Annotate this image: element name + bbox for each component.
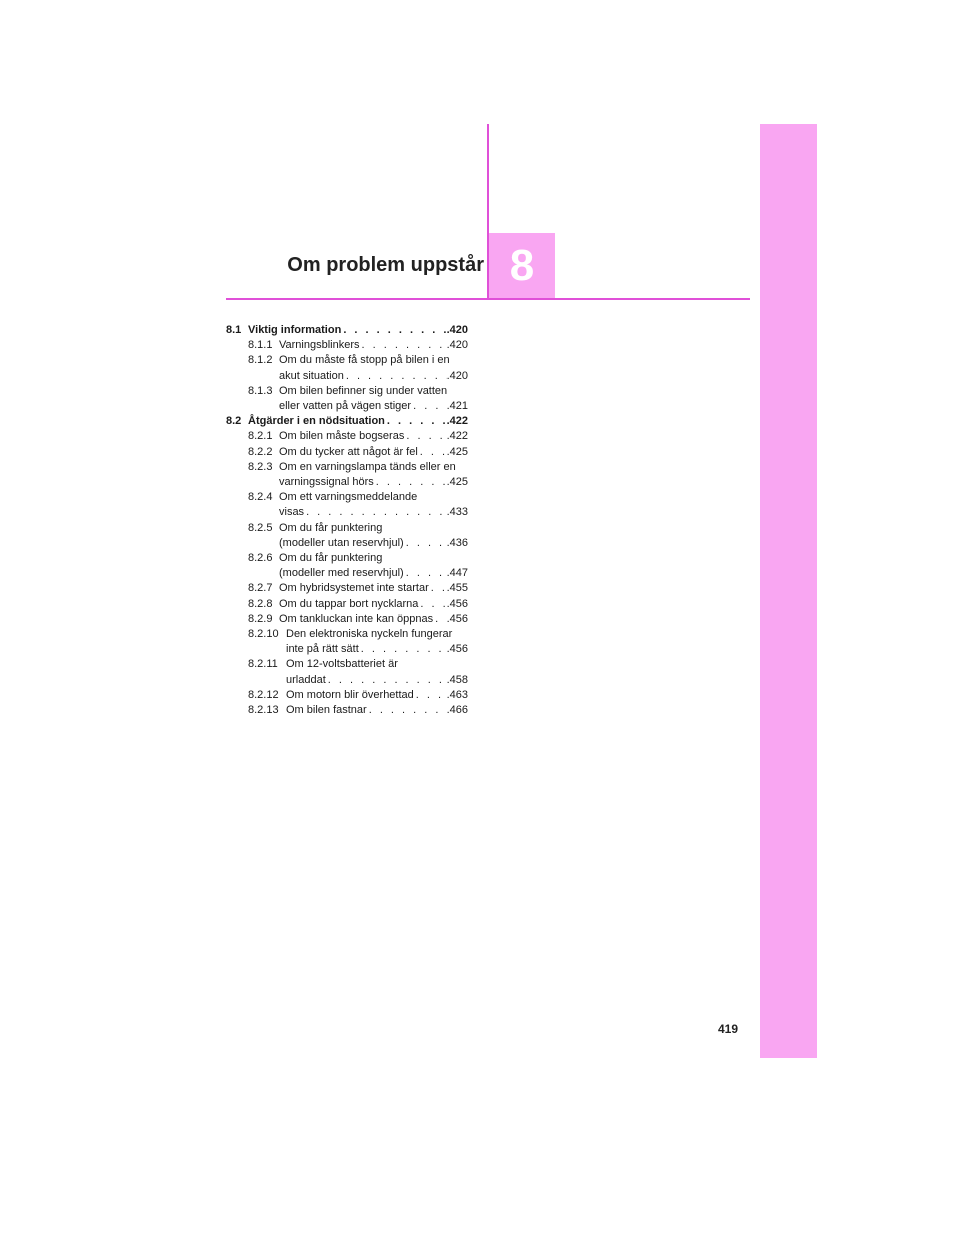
toc-entry[interactable] — [226, 353, 468, 383]
toc-entry-title: Om du får punktering — [279, 521, 383, 534]
toc-entry-title: Om du får punktering — [279, 552, 383, 565]
toc-entry-page: .433 — [446, 506, 468, 519]
toc-entry-page: .466 — [446, 704, 468, 717]
toc-entry-title: visas — [279, 506, 305, 519]
toc-entry-number: 8.2.11 — [248, 658, 278, 671]
toc-entry-title: Om du måste få stopp på bilen i en — [279, 354, 450, 367]
toc-dot-leader — [360, 338, 447, 353]
toc-entry-title: Om en varningslampa tänds eller en — [279, 460, 456, 473]
toc-entry-page: .420 — [446, 369, 468, 382]
toc-dot-leader — [304, 505, 447, 520]
toc-entry-title: Om 12-voltsbatteriet är — [286, 658, 398, 671]
toc-entry-number: 8.1.3 — [248, 384, 273, 397]
toc-entry-number: 8.1.1 — [248, 339, 273, 352]
toc-entry-number: 8.2.9 — [248, 612, 273, 625]
toc-entry-number: 8.2.6 — [248, 552, 273, 565]
toc-entry-title: Den elektroniska nyckeln fungerar — [286, 628, 453, 641]
toc-entry-title: varningssignal hörs — [279, 476, 374, 489]
header-horizontal-rule — [226, 298, 750, 300]
toc-entry-number: 8.2.7 — [248, 582, 273, 595]
table-of-contents — [226, 323, 468, 718]
toc-entry-title: Om du tycker att något är fel — [279, 445, 418, 458]
toc-entry-title: Om du tappar bort nycklarna — [279, 597, 419, 610]
toc-entry[interactable] — [226, 445, 468, 460]
toc-dot-leader — [326, 673, 447, 688]
toc-entry-number: 8.2.8 — [248, 597, 273, 610]
toc-entry-title: urladdat — [286, 673, 326, 686]
toc-entry[interactable] — [226, 627, 468, 657]
toc-entry[interactable] — [226, 490, 468, 520]
toc-entry-number: 8.2 — [226, 415, 242, 428]
toc-entry-page: .420 — [446, 339, 468, 352]
toc-dot-leader — [374, 475, 447, 490]
toc-dot-leader — [404, 429, 446, 444]
toc-entry[interactable] — [226, 338, 468, 353]
toc-dot-leader — [404, 566, 447, 581]
toc-entry-number: 8.2.3 — [248, 460, 273, 473]
toc-entry-title: Om motorn blir överhettad — [286, 688, 414, 701]
toc-entry-page: .420 — [446, 324, 468, 336]
toc-entry-number: 8.2.2 — [248, 445, 273, 458]
toc-dot-leader — [418, 597, 446, 612]
toc-entry-page: .463 — [446, 688, 468, 701]
toc-entry-title: Varningsblinkers — [279, 339, 360, 352]
toc-entry-page: .447 — [446, 567, 468, 580]
toc-entry-number: 8.1.2 — [248, 354, 273, 367]
toc-entry-title: inte på rätt sätt — [286, 643, 359, 656]
toc-entry-page: .456 — [446, 612, 468, 625]
toc-entry[interactable] — [226, 597, 468, 612]
toc-entry[interactable] — [226, 703, 468, 718]
toc-entry-title: (modeller med reservhjul) — [279, 567, 404, 580]
toc-entry[interactable] — [226, 657, 468, 687]
toc-entry[interactable] — [226, 323, 468, 338]
toc-entry[interactable] — [226, 551, 468, 581]
toc-dot-leader — [414, 688, 447, 703]
toc-entry-number: 8.2.10 — [248, 628, 279, 641]
toc-dot-leader — [411, 399, 446, 414]
toc-entry-number: 8.1 — [226, 324, 242, 336]
toc-entry-number: 8.2.5 — [248, 521, 273, 534]
toc-entry-number: 8.2.4 — [248, 491, 273, 504]
toc-entry-page: .455 — [446, 582, 468, 595]
toc-entry-number: 8.2.12 — [248, 688, 279, 701]
toc-entry-title: Åtgärder i en nödsituation — [248, 415, 385, 428]
page-number: 419 — [718, 1022, 739, 1036]
toc-dot-leader — [367, 703, 447, 718]
toc-entry[interactable] — [226, 612, 468, 627]
toc-entry-title: eller vatten på vägen stiger — [279, 400, 412, 413]
toc-entry-number: 8.2.13 — [248, 704, 279, 717]
toc-entry-title: Om bilen befinner sig under vatten — [279, 384, 448, 397]
toc-entry-title: Viktig information — [248, 324, 342, 336]
toc-entry-number: 8.2.1 — [248, 430, 273, 443]
toc-entry[interactable] — [226, 460, 468, 490]
toc-entry-page: .421 — [446, 400, 468, 413]
toc-entry[interactable] — [226, 688, 468, 703]
toc-entry-title: (modeller utan reservhjul) — [279, 536, 404, 549]
chapter-side-tab — [760, 124, 817, 1058]
toc-entry[interactable] — [226, 581, 468, 596]
toc-dot-leader — [385, 414, 447, 429]
toc-entry[interactable] — [226, 429, 468, 444]
toc-entry-title: Om bilen fastnar — [286, 704, 367, 717]
toc-entry-title: akut situation — [279, 369, 344, 382]
toc-dot-leader — [344, 369, 447, 384]
toc-entry-page: .425 — [446, 476, 468, 489]
toc-entry-page: .422 — [446, 430, 468, 443]
toc-dot-leader — [418, 445, 447, 460]
toc-entry-page: .456 — [446, 597, 468, 610]
toc-entry-title: Om ett varningsmeddelande — [279, 491, 418, 504]
toc-entry-title: Om tankluckan inte kan öppnas — [279, 612, 434, 625]
toc-dot-leader — [433, 612, 446, 627]
toc-entry-title: Om hybridsystemet inte startar — [279, 582, 429, 595]
toc-entry-page: .458 — [446, 673, 468, 686]
toc-entry-page: .425 — [446, 445, 468, 458]
toc-entry-page: .456 — [446, 643, 468, 656]
toc-dot-leader — [359, 642, 447, 657]
toc-dot-leader — [404, 536, 447, 551]
toc-entry-page: .436 — [446, 536, 468, 549]
toc-dot-leader — [341, 323, 446, 338]
chapter-number-box: 8 — [489, 233, 555, 298]
toc-entry[interactable] — [226, 414, 468, 429]
toc-dot-leader — [429, 581, 447, 596]
chapter-title: Om problem uppstår — [287, 254, 484, 276]
toc-entry[interactable] — [226, 384, 468, 414]
toc-entry-page: .422 — [446, 415, 468, 428]
toc-entry-title: Om bilen måste bogseras — [279, 430, 405, 443]
toc-entry[interactable] — [226, 521, 468, 551]
